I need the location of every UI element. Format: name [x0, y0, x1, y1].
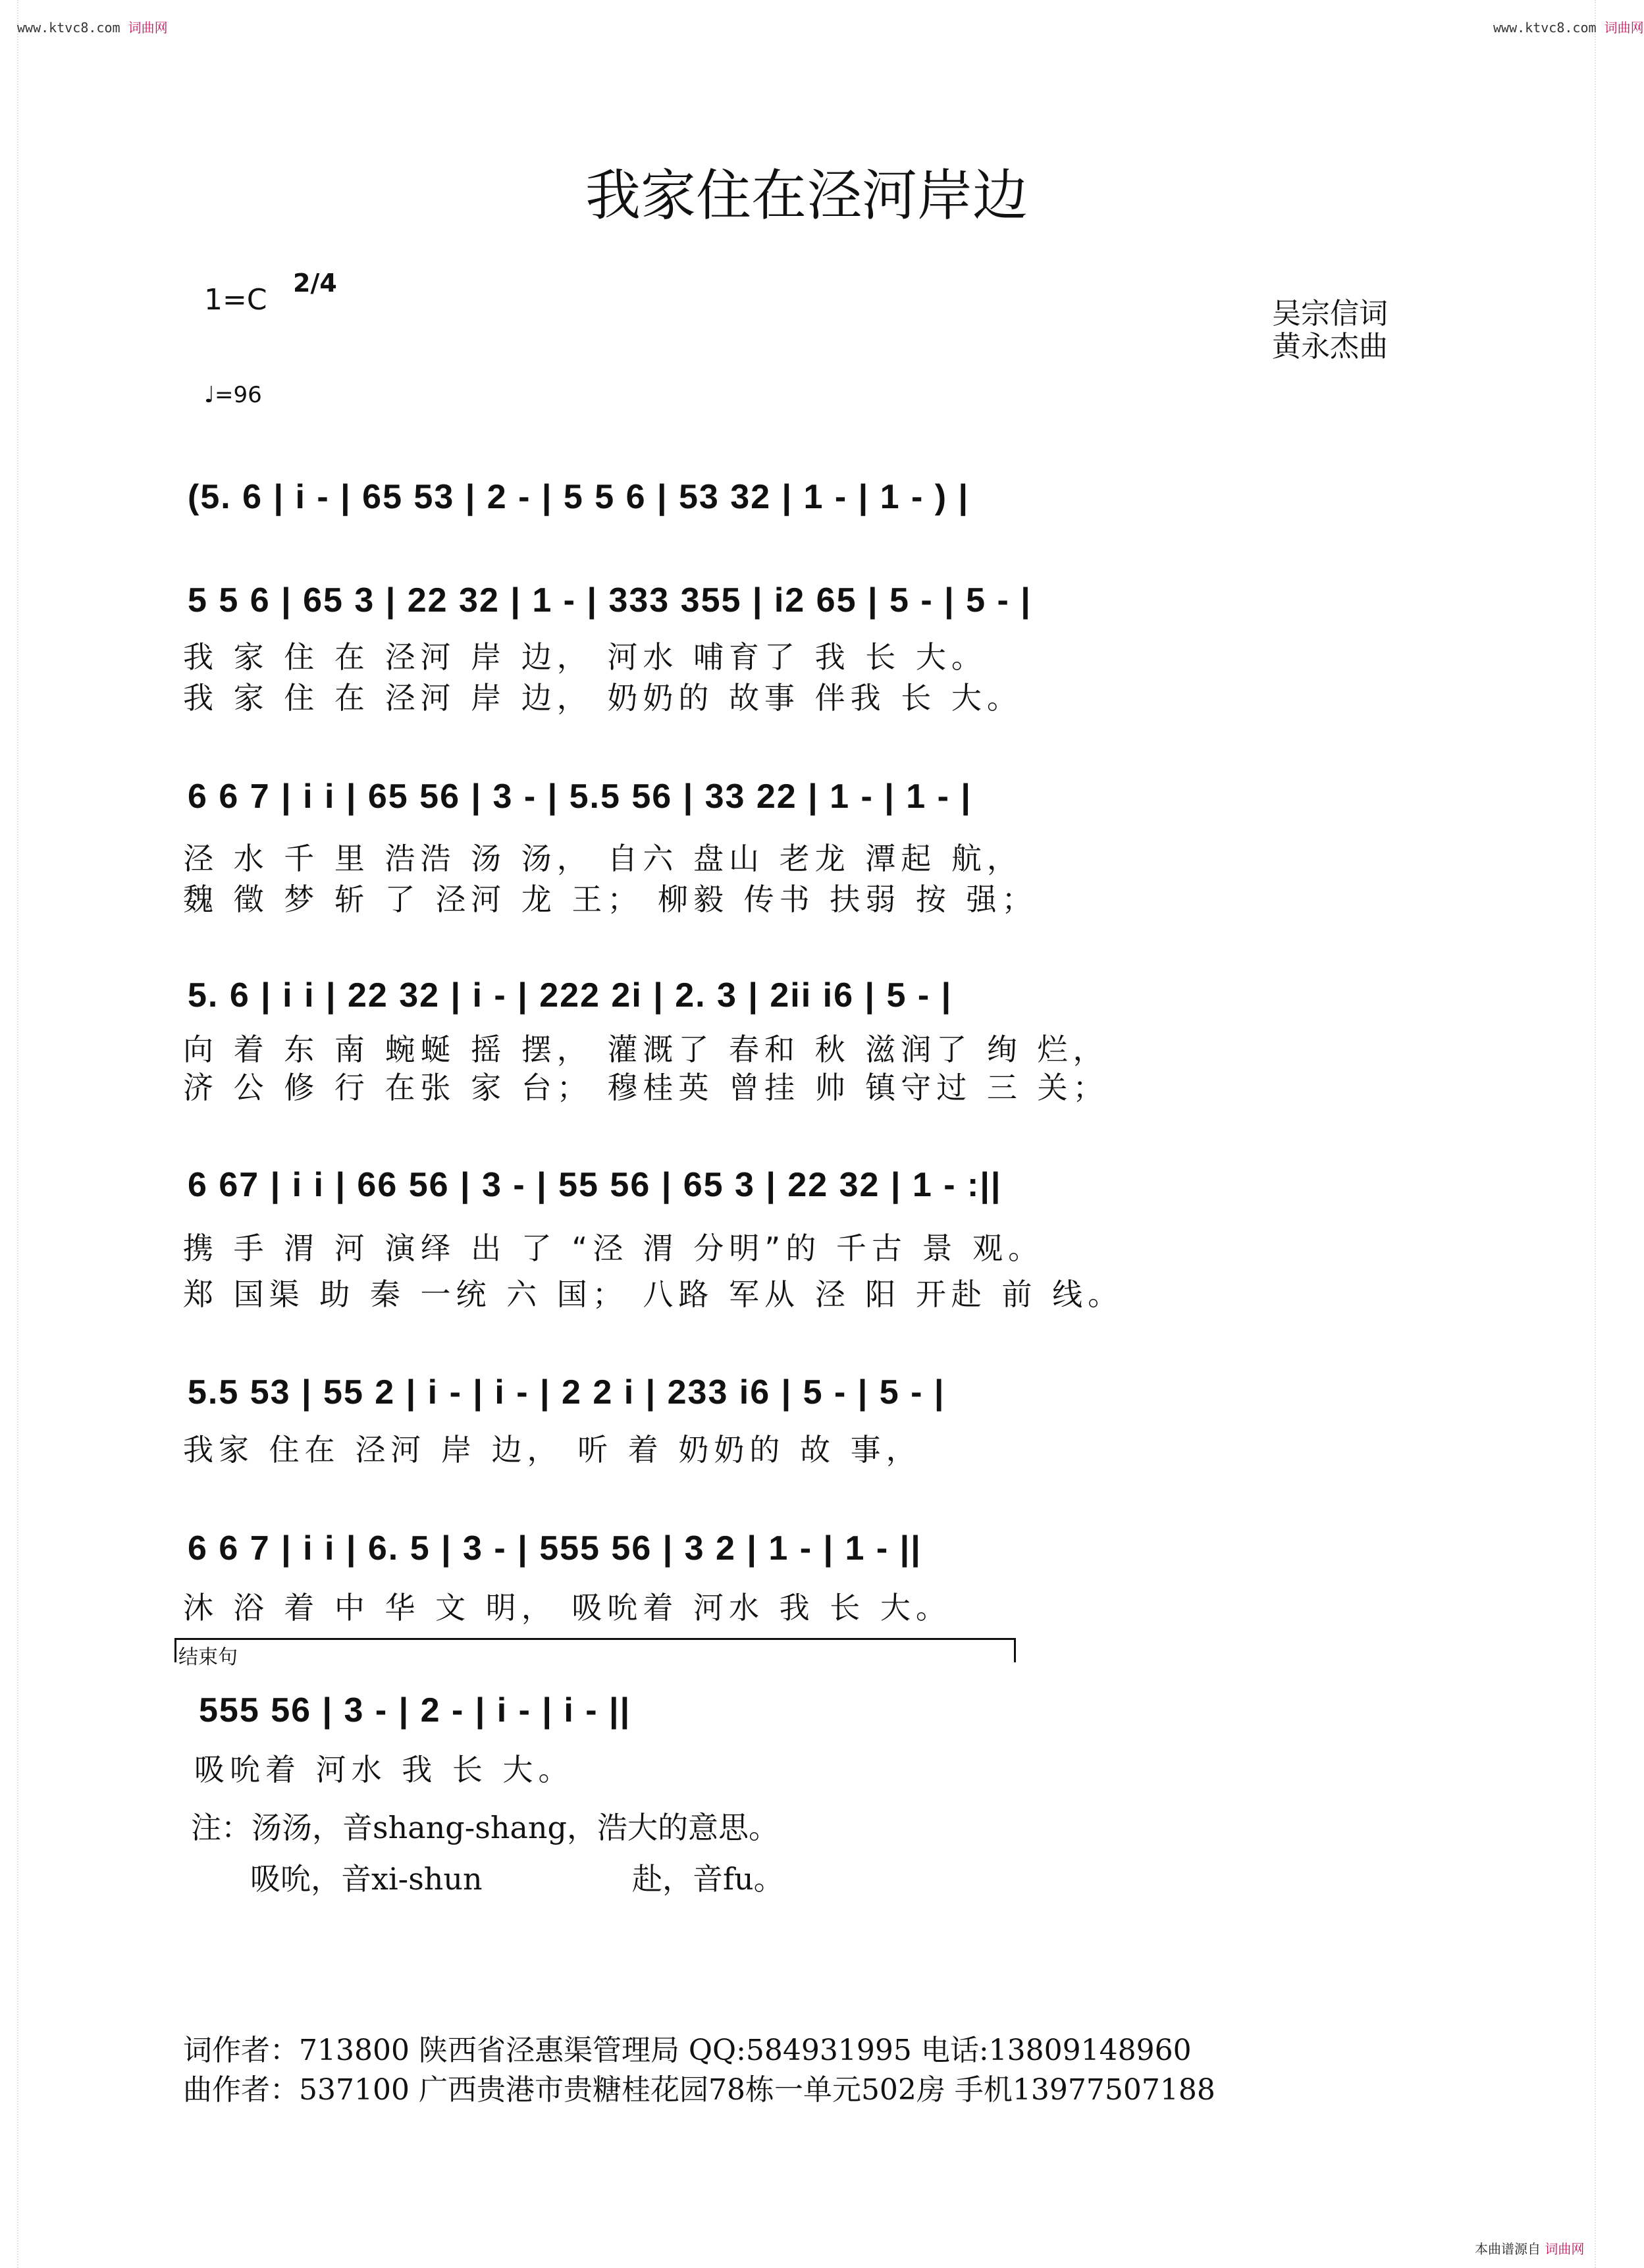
score-line-1: 5 5 6 | 65 3 | 22 32 | 1 - | 333 355 | i2 65 | 5 - | 5 - | — [188, 581, 1032, 620]
score-line-3: 5. 6 | i i | 22 32 | i - | 222 2i | 2. 3 | 2ii i6 | 5 - | — [188, 976, 953, 1015]
lyric-line-3-verse-1: 向 着 东 南 蜿蜒 摇 摆， 灌溉了 春和 秋 滋润了 绚 烂， — [183, 1032, 1109, 1067]
ending-notation: 555 56 | 3 - | 2 - | i - | i - || — [199, 1691, 631, 1729]
ending-label: 结束句 — [178, 1646, 238, 1669]
score-line-6: 6 6 7 | i i | 6. 5 | 3 - | 555 56 | 3 2 | 1 - | 1 - || — [188, 1529, 922, 1568]
ending-bracket — [174, 1638, 1016, 1662]
header-left-site[interactable]: www.ktvc8.com 词曲网 — [17, 20, 168, 36]
score-line-intro: (5. 6 | i - | 65 53 | 2 - | 5 5 6 | 53 32 | 1 - | 1 - ) | — [188, 478, 970, 516]
time-signature — [293, 270, 337, 296]
lyricist-credit: 吴宗信词 — [1272, 297, 1388, 330]
composer-credit: 黄永杰曲 — [1272, 330, 1388, 363]
lyric-line-3-verse-2: 济 公 修 行 在张 家 台； 穆桂英 曾挂 帅 镇守过 三 关； — [183, 1070, 1109, 1105]
tempo-mark: ♩=96 — [204, 382, 262, 408]
header-right-site[interactable]: www.ktvc8.com 词曲网 — [1493, 20, 1644, 36]
footer-source[interactable]: 本曲谱源自 词曲网 — [1475, 2241, 1585, 2257]
footer-brand: 词曲网 — [1545, 2241, 1585, 2257]
pronunciation-note-3: 赴，音fu。 — [632, 1861, 784, 1897]
left-margin-strip — [0, 0, 18, 2268]
score-line-2: 6 6 7 | i i | 65 56 | 3 - | 5.5 56 | 33 22 | 1 - | 1 - | — [188, 778, 972, 816]
lyric-line-4-verse-1: 携 手 渭 河 演绎 出 了 “泾 渭 分明”的 千古 景 观。 — [183, 1230, 1044, 1266]
ending-lyrics: 吸吮着 河水 我 长 大。 — [194, 1752, 574, 1787]
header-left-brand: 词曲网 — [128, 20, 168, 36]
lyricist-contact: 词作者：713800 陕西省泾惠渠管理局 QQ:584931995 电话:13809148960 — [183, 2034, 1192, 2067]
song-title: 我家住在泾河岸边 — [585, 163, 1028, 228]
lyric-line-2-verse-1: 泾 水 千 里 浩浩 汤 汤， 自六 盘山 老龙 潭起 航， — [183, 841, 1022, 876]
composer-contact: 曲作者：537100 广西贵港市贵糖桂花园78栋一单元502房 手机13977507188 — [183, 2073, 1215, 2107]
pronunciation-note-2: 吸吮，音xi-shun — [250, 1861, 483, 1897]
score-line-4: 6 67 | i i | 66 56 | 3 - | 55 56 | 65 3 | 22 32 | 1 - :|| — [188, 1166, 1002, 1204]
pronunciation-note-1: 注：汤汤，音shang-shang，浩大的意思。 — [191, 1810, 780, 1845]
lyric-line-2-verse-2: 魏 徵 梦 斩 了 泾河 龙 王； 柳毅 传书 扶弱 按 强； — [183, 882, 1038, 917]
score-line-5: 5.5 53 | 55 2 | i - | i - | 2 2 i | 233 i6 | 5 - | 5 - | — [188, 1373, 945, 1411]
time-signature-value: 2/4 — [293, 269, 337, 298]
key-signature: 1=C — [204, 283, 267, 317]
lyric-line-5-verse-1: 我家 住在 泾河 岸 边， 听 着 奶奶的 故 事， — [183, 1432, 922, 1467]
header-right-brand: 词曲网 — [1604, 20, 1644, 36]
lyric-line-1-verse-1: 我 家 住 在 泾河 岸 边， 河水 哺育了 我 长 大。 — [183, 639, 987, 675]
lyric-line-6-verse-1: 沐 浴 着 中 华 文 明， 吸吮着 河水 我 长 大。 — [183, 1590, 951, 1625]
lyric-line-4-verse-2: 郑 国渠 助 秦 一统 六 国； 八路 军从 泾 阳 开赴 前 线。 — [183, 1277, 1124, 1312]
lyric-line-1-verse-2: 我 家 住 在 泾河 岸 边， 奶奶的 故事 伴我 长 大。 — [183, 680, 1022, 716]
right-margin-strip — [1595, 0, 1613, 2268]
